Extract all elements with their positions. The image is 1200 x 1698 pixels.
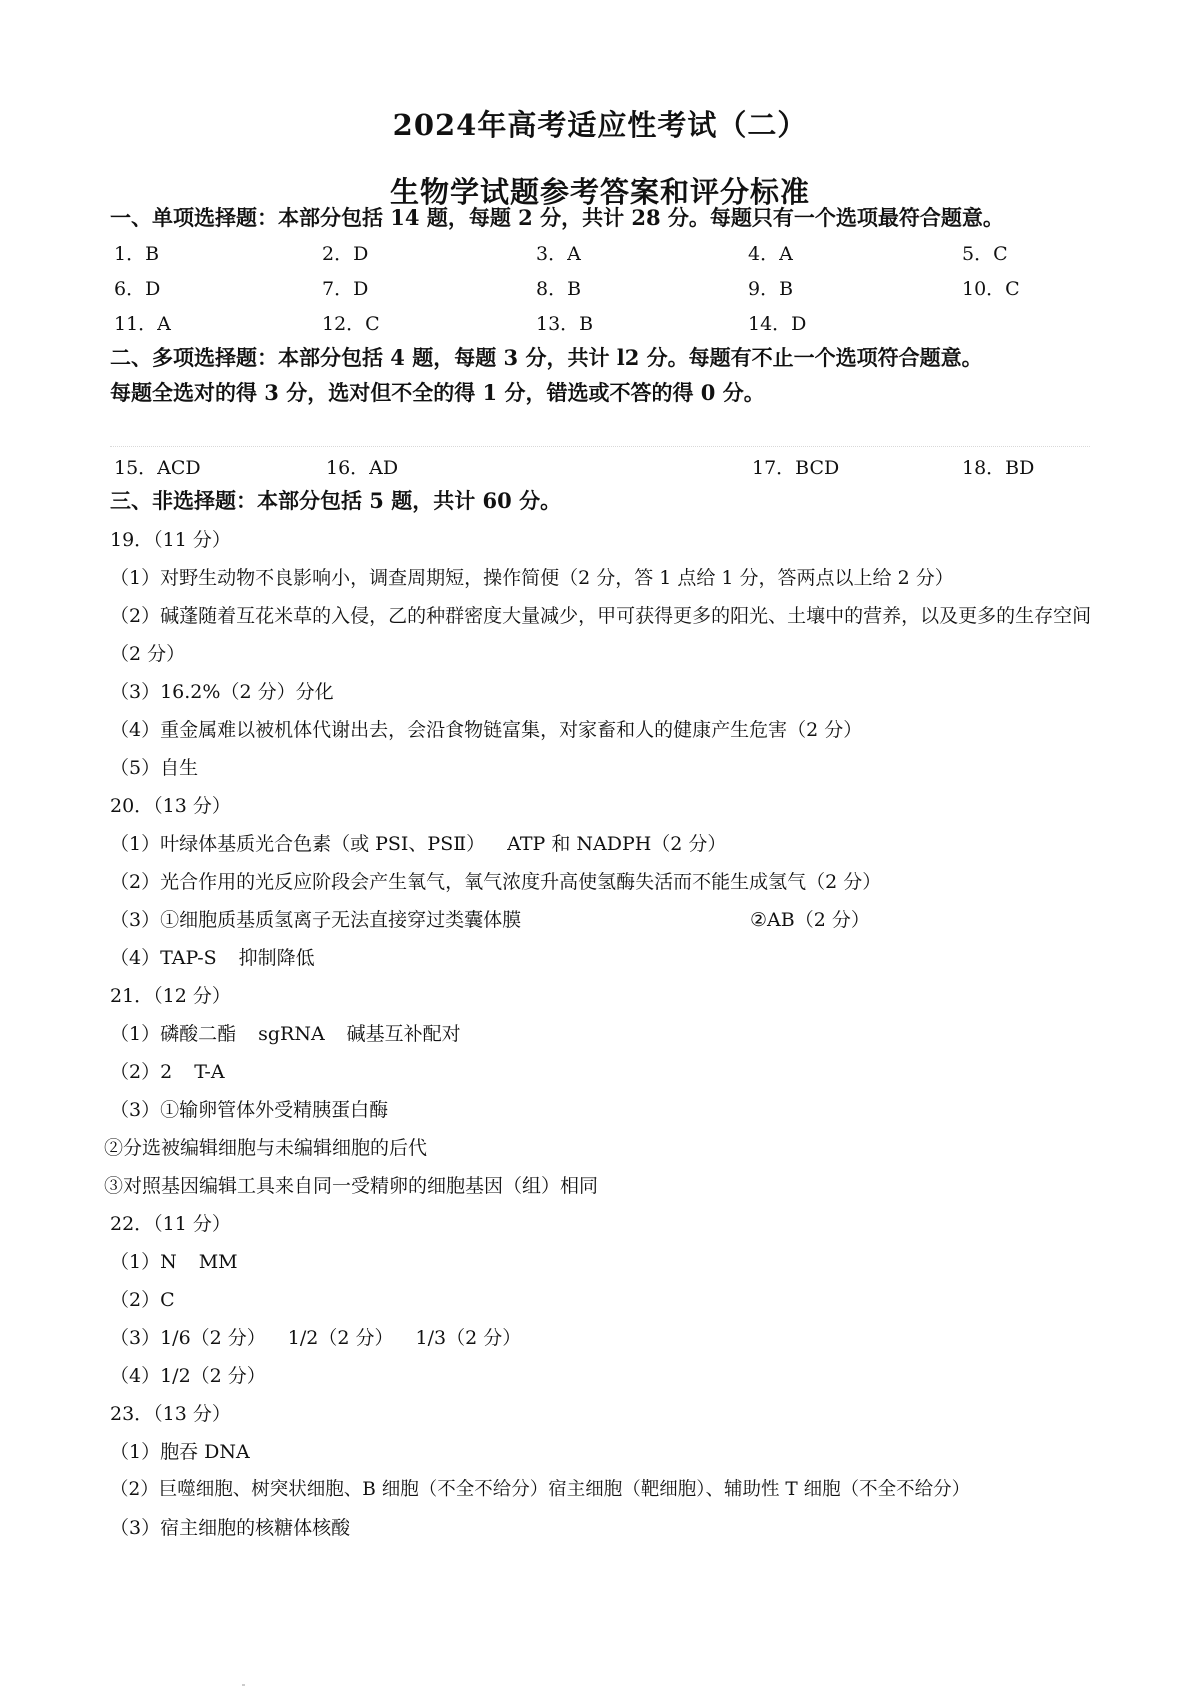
answer-part: （3）1/6（2 分） xyxy=(110,1327,266,1349)
mc-answer: 6．D xyxy=(114,278,161,300)
answer-part: T-A xyxy=(194,1061,225,1083)
mc-answer: 11．A xyxy=(114,313,171,335)
answer-part: MM xyxy=(198,1251,238,1273)
answer-line: （3）①输卵管体外受精胰蛋白酶 xyxy=(110,1099,389,1121)
question-header: 21．（12 分） xyxy=(110,985,231,1007)
multi-answer: 18．BD xyxy=(962,457,1035,479)
page-title: 2024年高考适应性考试（二） xyxy=(392,108,808,142)
mc-answer: 1．B xyxy=(114,243,160,265)
page-speck xyxy=(242,1684,245,1686)
section-heading-multi-choice: 二、多项选择题：本部分包括 4 题，每题 3 分，共计 l2 分。每题有不止一个选项符合题意。 xyxy=(110,345,983,370)
mc-answer: 14．D xyxy=(748,313,807,335)
mc-row xyxy=(0,271,1200,307)
answer-line xyxy=(110,1053,1130,1091)
mc-answer: 7．D xyxy=(322,278,369,300)
answer-line: ②分选被编辑细胞与未编辑细胞的后代 xyxy=(104,1137,428,1159)
answer-part: sgRNA xyxy=(258,1023,325,1045)
multi-answer: 15．ACD xyxy=(114,457,201,479)
question-header: 23．（13 分） xyxy=(110,1403,231,1425)
answer-line xyxy=(110,939,1130,977)
answer-line: （4）1/2（2 分） xyxy=(110,1365,266,1387)
answer-line xyxy=(110,1319,1130,1357)
answer-part: 1/3（2 分） xyxy=(415,1327,522,1349)
answer-part: 1/2（2 分） xyxy=(287,1327,394,1349)
answer-line: （4）重金属难以被机体代谢出去，会沿食物链富集，对家畜和人的健康产生危害（2 分） xyxy=(110,719,863,741)
mc-row xyxy=(0,306,1200,342)
answer-part: （1）磷酸二酯 xyxy=(110,1023,237,1045)
answer-line xyxy=(110,901,1130,939)
mc-answer: 12．C xyxy=(322,313,380,335)
section-heading-non-choice: 三、非选择题：本部分包括 5 题，共计 60 分。 xyxy=(110,488,562,513)
mc-answer: 3．A xyxy=(536,243,581,265)
mc-answer: 9．B xyxy=(748,278,794,300)
dotted-divider xyxy=(110,446,1090,447)
answer-line: ③对照基因编辑工具来自同一受精卵的细胞基因（组）相同 xyxy=(104,1175,599,1197)
page-subtitle: 生物学试题参考答案和评分标准 xyxy=(389,175,810,209)
answer-line: （2）光合作用的光反应阶段会产生氧气，氧气浓度升高使氢酶失活而不能生成氢气（2 分） xyxy=(110,871,882,893)
question-header: 22．（11 分） xyxy=(110,1213,231,1235)
multi-answer: 16．AD xyxy=(326,457,399,479)
mc-answer: 10．C xyxy=(962,278,1020,300)
answer-line xyxy=(110,1243,1130,1281)
mc-answer: 2．D xyxy=(322,243,369,265)
question-header: 19．（11 分） xyxy=(110,529,231,551)
answer-part: 抑制降低 xyxy=(238,947,315,969)
answer-line: （1）胞吞 DNA xyxy=(110,1441,250,1463)
answer-line: （2）C xyxy=(110,1289,175,1311)
mc-answer: 8．B xyxy=(536,278,582,300)
answer-line: （2）巨噬细胞、树突状细胞、B 细胞（不全不给分）宿主细胞（靶细胞）、辅助性 T 细胞（不全不给分） xyxy=(110,1479,971,1500)
mc-row xyxy=(0,236,1200,272)
mc-answer: 13．B xyxy=(536,313,594,335)
answer-part: （1）叶绿体基质光合色素（或 PSⅠ、PSⅡ） xyxy=(110,833,486,855)
answer-part: （2）2 xyxy=(110,1061,173,1083)
multi-answer: 17．BCD xyxy=(752,457,840,479)
answer-part: 碱基互补配对 xyxy=(346,1023,461,1045)
section-heading-single-choice: 一、单项选择题：本部分包括 14 题，每题 2 分，共计 28 分。每题只有一个选项最符合题意。 xyxy=(110,205,1004,230)
answer-line: （3）宿主细胞的核糖体核酸 xyxy=(110,1517,351,1539)
question-header: 20．（13 分） xyxy=(110,795,231,817)
answer-part: （4）TAP-S xyxy=(110,947,217,969)
answer-line: （1）对野生动物不良影响小，调查周期短，操作简便（2 分，答 1 点给 1 分，答两点以上给 2 分） xyxy=(110,567,954,589)
answer-line: （2）碱蓬随着互花米草的入侵，乙的种群密度大量减少，甲可获得更多的阳光、土壤中的营养，以及更多的生存空间（2 分） xyxy=(110,605,1092,665)
answer-part: ②AB（2 分） xyxy=(750,909,870,931)
section-heading-multi-choice-scoring: 每题全选对的得 3 分，选对但不全的得 1 分，错选或不答的得 0 分。 xyxy=(110,380,765,405)
answer-part: ATP 和 NADPH（2 分） xyxy=(507,833,727,855)
answer-part: （1）N xyxy=(110,1251,177,1273)
mc-answer: 5．C xyxy=(962,243,1008,265)
multi-row xyxy=(0,450,1200,486)
answer-line: （5）自生 xyxy=(110,757,199,779)
answer-part: （3）①细胞质基质氢离子无法直接穿过类囊体膜 xyxy=(110,909,522,931)
mc-answer: 4．A xyxy=(748,243,793,265)
answer-line xyxy=(110,825,1130,863)
answer-line xyxy=(110,1015,1130,1053)
answer-line: （3）16.2%（2 分）分化 xyxy=(110,681,334,703)
